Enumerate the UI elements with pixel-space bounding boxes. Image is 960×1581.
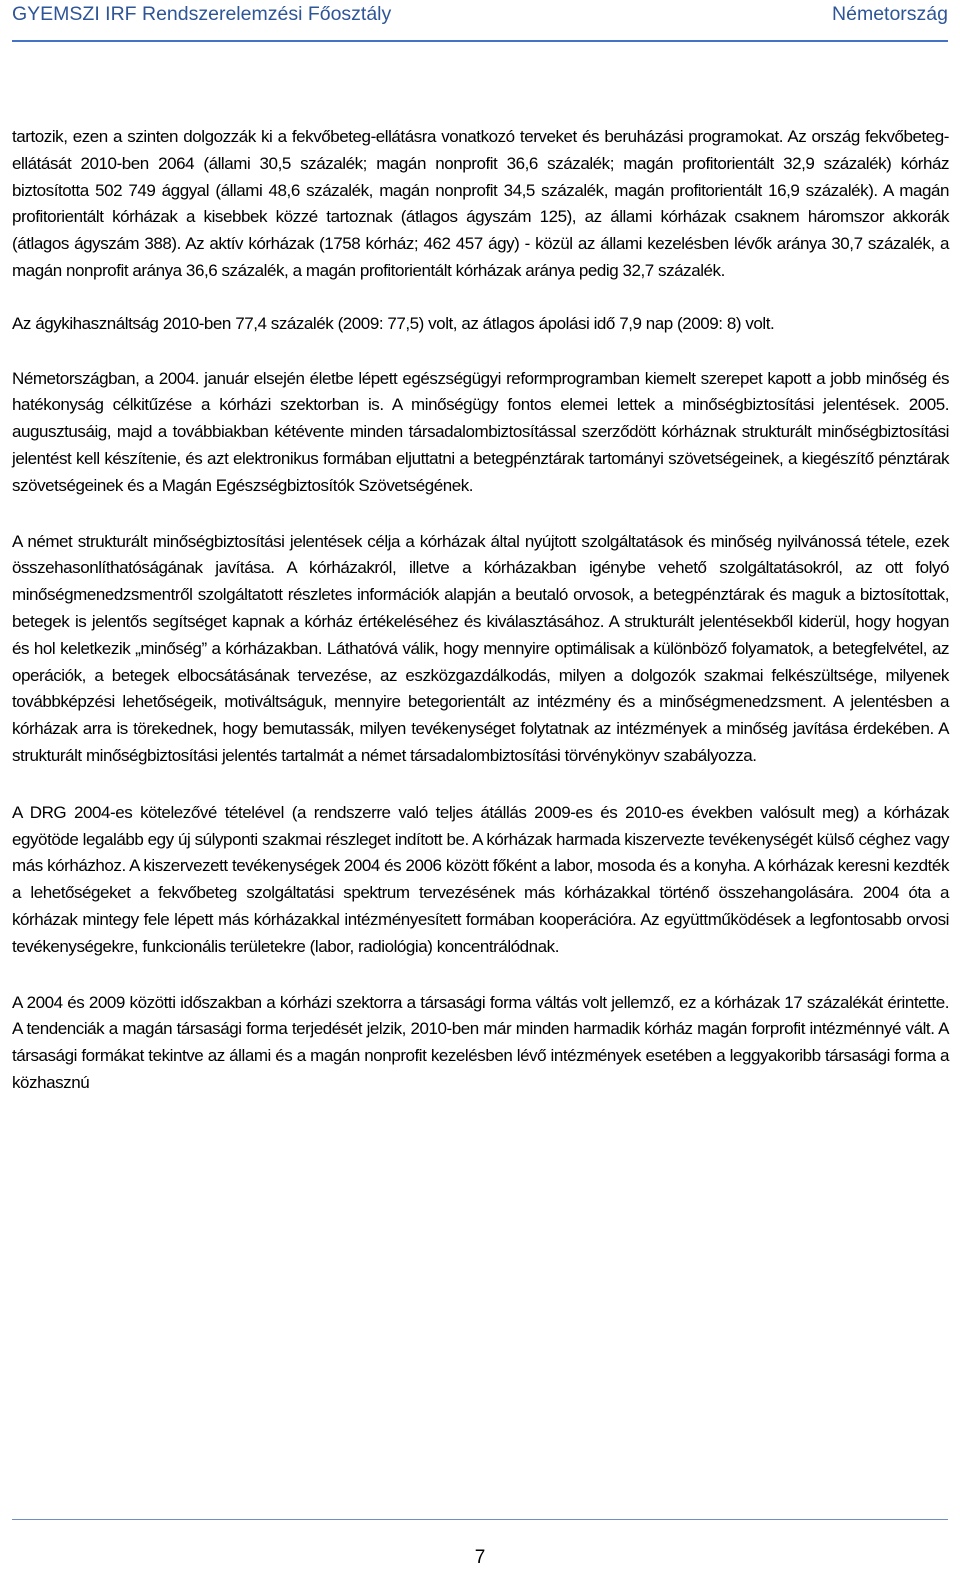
header-organization: GYEMSZI IRF Rendszerelemzési Főosztály (12, 3, 392, 25)
paragraph-bed-occupancy: Az ágykihasználtság 2010-ben 77,4 százalék (2009: 77,5) volt, az átlagos ápolási idő 7,9 nap (2009: 8) volt. (12, 313, 775, 333)
paragraph-quality-reports: A német strukturált minőségbiztosítási jelentések célja a kórházak által nyújtott szolgáltatások és minőség nyilvánossá tétele, ezek összehasonlíthatóságának javítása. A kórházakról, illetve a kórházakban igénybe vehető szolgáltatásokról, az ott folyó minőségmenedzsmentről szolgáltatott részletes információk alapján a beutaló orvosok, a betegpénztárak és maguk a biztosítottak, betegek is jelentős segítséget kapnak a kórház értékeléséhez és kiválasztásához. A strukturált jelentésekből kiderül, hogy hogyan és hol keletkezik „minőség” a kórházakban. Láthatóvá válik, hogy mennyire optimálisak a különböző folyamatok, a betegfelvétel, az operációk, a betegek elbocsátásának tervezése, az eszközgazdálkodás, milyen a dolgozók szakmai felkészültsége, milyenek továbbképzési lehetőségeik, motiváltságuk, mennyire betegorientált az intézmény és a minőségmenedzsment. A jelentésben a kórházak arra is törekednek, hogy bemutassák, milyen tevékenységet folytatnak az intézmények a minőség javítása érdekében. A strukturált minőségbiztosítási jelentés tartalmát a német társadalombiztosítási törvénykönyv szabályozza. (12, 531, 949, 765)
paragraph-reform-program: Németországban, a 2004. január elsején életbe lépett egészségügyi reformprogramban kiemelt szerepet kapott a jobb minőség és hatékonyság célkitűzése a kórházi szektorban is. A minőségügy fontos elemei lettek a minőségbiztosítási jelentések. 2005. augusztusáig, majd a továbbiakban kétévente minden társadalombiztosítással szerződött kórháznak strukturált minőségbiztosítási jelentést kell készítenie, és azt elektronikus formában eljuttatni a betegpénztárak tartományi szövetségeinek, a kiegészítő pénztárak szövetségeinek és a Magán Egészségbiztosítók Szövetségének. (12, 368, 949, 495)
paragraph-hospital-structure: tartozik, ezen a szinten dolgozzák ki a fekvőbeteg-ellátásra vonatkozó terveket és beruházási programokat. Az ország fekvőbeteg-ellátását 2010-ben 2064 (állami 30,5 százalék; magán nonprofit 36,6 százalék; magán profitorientált 32,9 százalék) kórház biztosította 502 749 ággyal (állami 48,6 százalék, magán nonprofit 34,5 százalék, magán profitorientált 16,9 százalék). A magán profitorientált kórházak a kisebbek közzé tartoznak (átlagos ágyszám 125), az állami kórházak csaknem háromszor akkorák (átlagos ágyszám 388). Az aktív kórházak (1758 kórház; 462 457 ágy) - közül az állami kezelésben lévők aránya 30,7 százalék, a magán nonprofit aránya 36,6 százalék, a magán profitorientált kórházak aránya pedig 32,7 százalék. (12, 127, 949, 280)
header-country: Németország (832, 3, 948, 25)
footer-divider (12, 1519, 948, 1520)
paragraph-corporate-form: A 2004 és 2009 közötti időszakban a kórházi szektorra a társasági forma váltás volt jellemző, ez a kórházak 17 százalékát érintette. A tendenciák a magán társasági forma terjedését jelzik, 2010-ben már minden harmadik kórház magán forprofit intézménnyé vált. A társasági formákat tekintve az állami és a magán nonprofit kezelésben lévő intézmények esetében a leggyakoribb társasági forma a közhasznú (12, 992, 949, 1092)
page-number: 7 (474, 1547, 486, 1568)
document-body (12, 124, 949, 1097)
page-header (12, 0, 948, 42)
paragraph-drg: A DRG 2004-es kötelezővé tételével (a rendszerre való teljes átállás 2009-es és 2010-es években valósult meg) a kórházak egyötöde legalább egy új súlyponti szakmai részleget indított be. A kórházak harmada kiszervezte tevékenységét külső céghez vagy más kórházhoz. A kiszervezett tevékenységek 2004 és 2006 között főként a labor, mosoda és a konyha. A kórházak keresni kezdték a lehetőségeket a fekvőbeteg szolgáltatási spektrum tervezésének más kórházakkal történő összehangolására. 2004 óta a kórházak mintegy fele lépett más kórházakkal intézményesített formában kooperációra. Az együttműködések a legfontosabb orvosi tevékenységekre, funkcionális területekre (labor, radiológia) koncentrálódnak. (12, 802, 949, 956)
